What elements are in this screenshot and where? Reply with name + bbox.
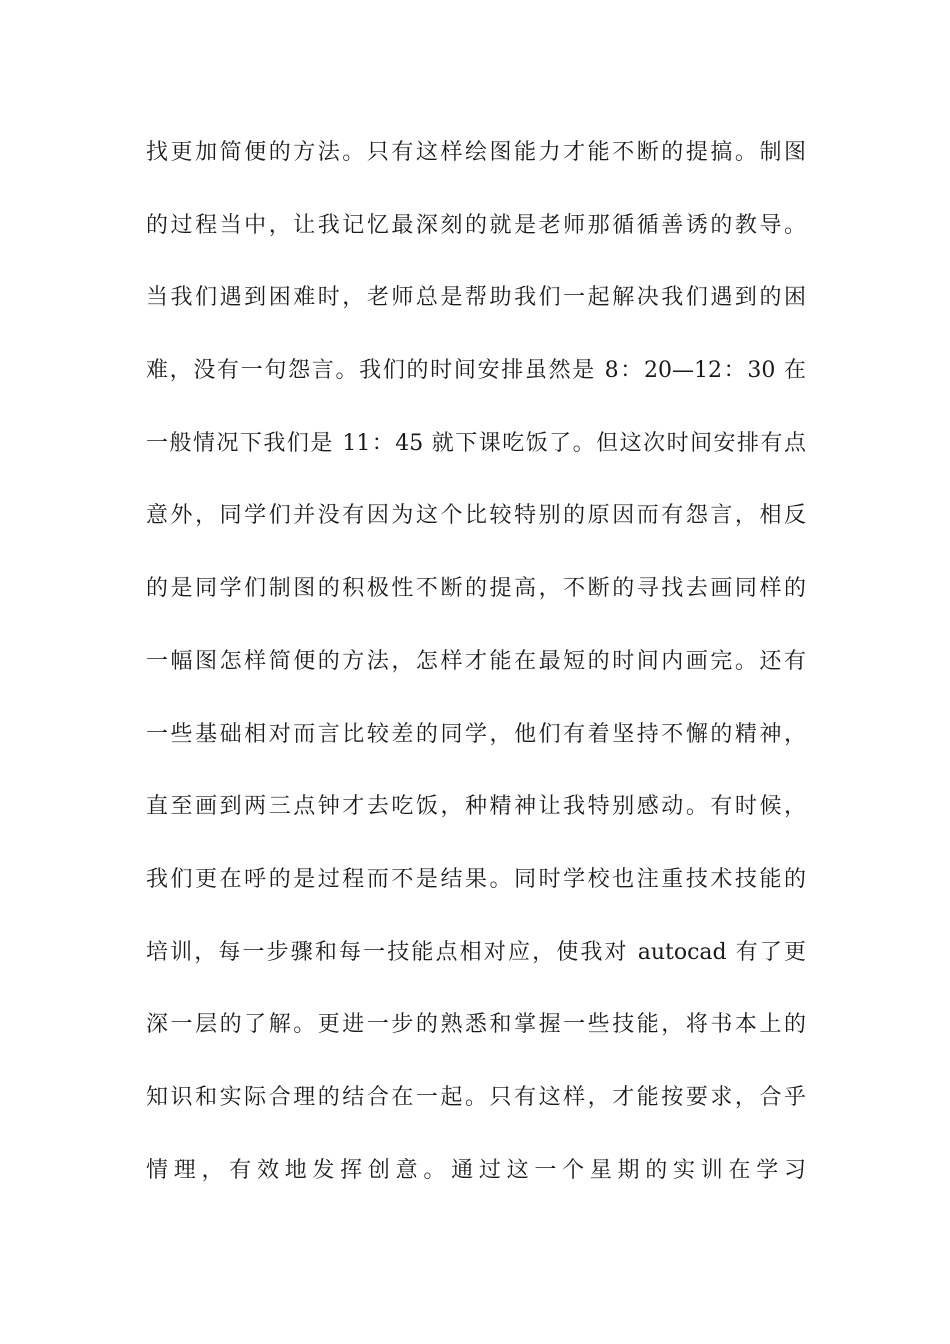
text-line-3: 当我们遇到困难时，老师总是帮助我们一起解决我们遇到的困	[146, 285, 806, 311]
body-text	[146, 128, 806, 1218]
text-line-14: 知识和实际合理的结合在一起。只有这样，才能按要求，合乎	[146, 1084, 806, 1110]
text-line-5: 一般情况下我们是 11：45 就下课吃饭了。但这次时间安排有点	[146, 430, 806, 456]
text-line-13: 深一层的了解。更进一步的熟悉和掌握一些技能，将书本上的	[146, 1012, 806, 1038]
text-line-11: 我们更在呼的是过程而不是结果。同时学校也注重技术技能的	[146, 866, 806, 892]
text-line-2: 的过程当中，让我记忆最深刻的就是老师那循循善诱的教导。	[146, 212, 806, 238]
text-line-12: 培训，每一步骤和每一技能点相对应，使我对 autocad 有了更	[146, 939, 806, 965]
text-line-8: 一幅图怎样简便的方法，怎样才能在最短的时间内画完。还有	[146, 648, 806, 674]
text-line-9: 一些基础相对而言比较差的同学，他们有着坚持不懈的精神，	[146, 721, 806, 747]
text-line-6: 意外，同学们并没有因为这个比较特别的原因而有怨言，相反	[146, 503, 806, 529]
text-line-7: 的是同学们制图的积极性不断的提高，不断的寻找去画同样的	[146, 576, 806, 602]
text-line-1: 找更加简便的方法。只有这样绘图能力才能不断的提搞。制图	[146, 140, 806, 165]
text-line-15: 情理，有效地发挥创意。通过这一个星期的实训在学习	[146, 1157, 806, 1183]
text-line-4: 难，没有一句怨言。我们的时间安排虽然是 8：20—12：30 在	[146, 358, 806, 384]
text-line-10: 直至画到两三点钟才去吃饭，种精神让我特别感动。有时候，	[146, 794, 806, 820]
